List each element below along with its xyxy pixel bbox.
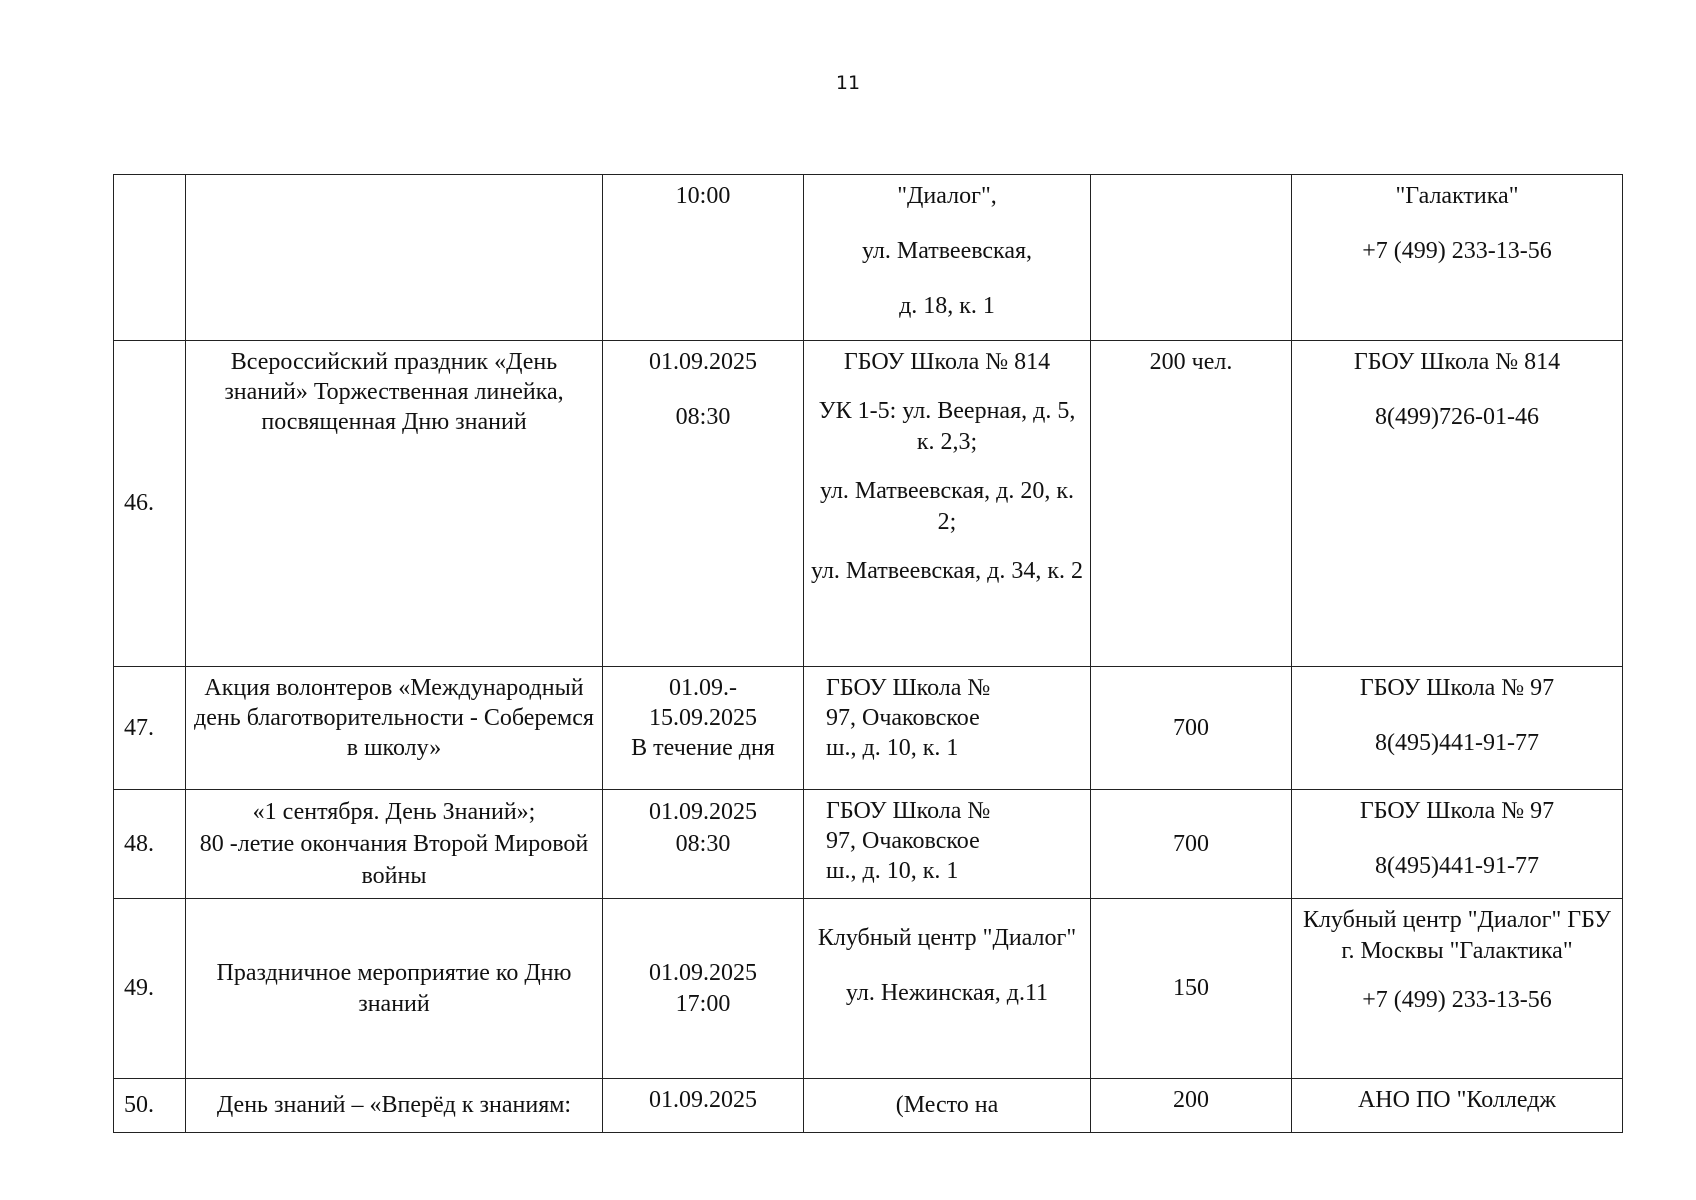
row-number: 48.	[114, 790, 186, 899]
row-number	[114, 175, 186, 341]
event-name: «1 сентября. День Знаний»; 80 -летие окончания Второй Мировой войны	[186, 790, 603, 899]
event-date: 01.09.2025 08:30	[603, 790, 804, 899]
organizer: АНО ПО "Колледж	[1292, 1079, 1623, 1133]
events-table	[113, 174, 1623, 1133]
event-place: ГБОУ Школа № 97, Очаковское ш., д. 10, к. 1	[804, 667, 1091, 790]
table-row	[114, 341, 1623, 667]
event-place: Клубный центр "Диалог" ул. Нежинская, д.11	[804, 899, 1091, 1079]
event-place: ГБОУ Школа № 814 УК 1-5: ул. Веерная, д. 5, к. 2,3; ул. Матвеевская, д. 20, к. 2; ул. Матвеевская, д. 34, к. 2	[804, 341, 1091, 667]
event-name: Всероссийский праздник «День знаний» Торжественная линейка, посвященная Дню знаний	[186, 341, 603, 667]
event-date: 10:00	[603, 175, 804, 341]
event-name: Акция волонтеров «Международный день благотворительности - Соберемся в школу»	[186, 667, 603, 790]
table-row	[114, 1079, 1623, 1133]
event-place: ГБОУ Школа № 97, Очаковское ш., д. 10, к. 1	[804, 790, 1091, 899]
event-name: Праздничное мероприятие ко Дню знаний	[186, 899, 603, 1079]
event-place: "Диалог", ул. Матвеевская, д. 18, к. 1	[804, 175, 1091, 341]
table-row	[114, 175, 1623, 341]
organizer: ГБОУ Школа № 97 8(495)441-91-77	[1292, 790, 1623, 899]
table-row	[114, 790, 1623, 899]
participant-count: 200	[1091, 1079, 1292, 1133]
table-row	[114, 667, 1623, 790]
event-date: 01.09.2025 17:00	[603, 899, 804, 1079]
row-number: 49.	[114, 899, 186, 1079]
event-date: 01.09.2025 08:30	[603, 341, 804, 667]
page-number: 11	[835, 72, 861, 94]
event-name: День знаний – «Вперёд к знаниям:	[186, 1079, 603, 1133]
event-date: 01.09.2025	[603, 1079, 804, 1133]
table-row	[114, 899, 1623, 1079]
participant-count	[1091, 175, 1292, 341]
row-number: 46.	[114, 341, 186, 667]
organizer: "Галактика" +7 (499) 233-13-56	[1292, 175, 1623, 341]
organizer: ГБОУ Школа № 97 8(495)441-91-77	[1292, 667, 1623, 790]
row-number: 47.	[114, 667, 186, 790]
event-place: (Место на	[804, 1079, 1091, 1133]
organizer: Клубный центр "Диалог" ГБУ г. Москвы "Галактика" +7 (499) 233-13-56	[1292, 899, 1623, 1079]
participant-count: 150	[1091, 899, 1292, 1079]
organizer: ГБОУ Школа № 814 8(499)726-01-46	[1292, 341, 1623, 667]
event-date: 01.09.- 15.09.2025 В течение дня	[603, 667, 804, 790]
row-number: 50.	[114, 1079, 186, 1133]
participant-count: 700	[1091, 790, 1292, 899]
event-name	[186, 175, 603, 341]
participant-count: 200 чел.	[1091, 341, 1292, 667]
participant-count: 700	[1091, 667, 1292, 790]
